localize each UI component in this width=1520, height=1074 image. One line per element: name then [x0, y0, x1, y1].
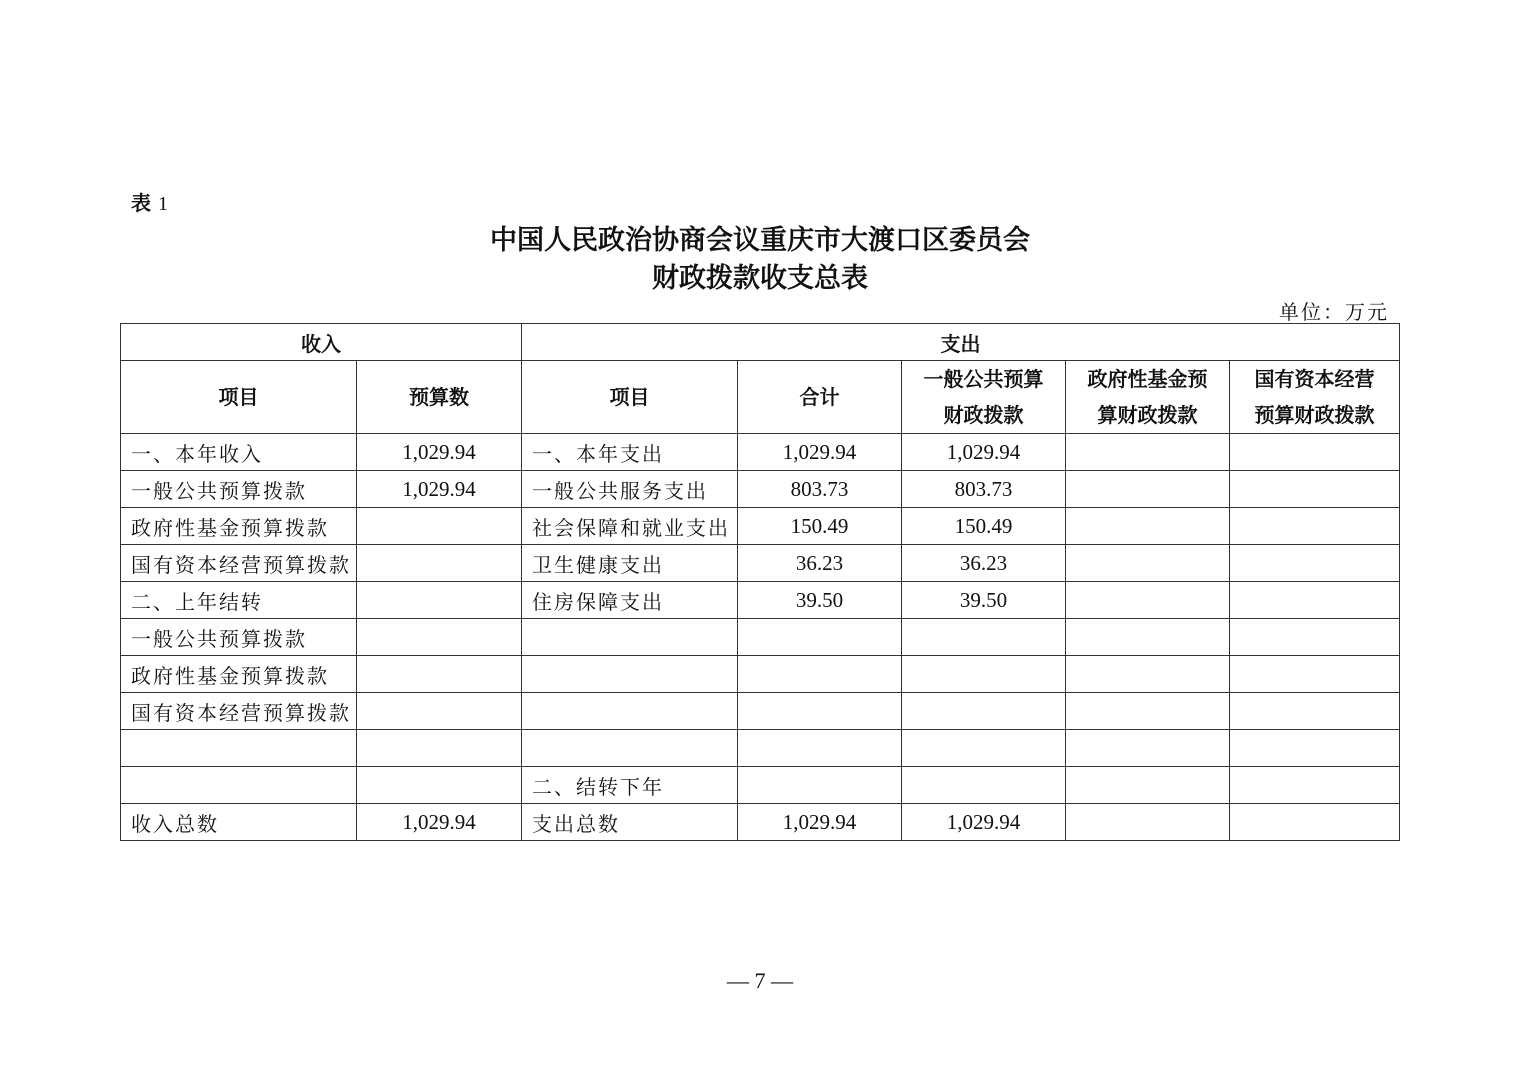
income-item-header: 项目: [121, 361, 357, 434]
state-capital-cell: [1230, 582, 1400, 619]
state-capital-cell: [1230, 434, 1400, 471]
general-public-cell: [902, 619, 1066, 656]
expense-group-header: 支出: [522, 324, 1400, 361]
state-capital-header: [1230, 361, 1400, 434]
income-item-cell: 政府性基金预算拨款: [121, 656, 357, 693]
gov-fund-cell: [1066, 619, 1230, 656]
table-row: [121, 508, 1400, 545]
total-cell: 150.49: [738, 508, 902, 545]
state-capital-cell: [1230, 545, 1400, 582]
expense-item-cell: [522, 693, 738, 730]
column-header-row: [121, 361, 1400, 434]
gov-fund-header-line2: 算财政拨款: [1097, 403, 1198, 427]
income-budget-cell: 1,029.94: [357, 471, 522, 508]
gov-fund-cell: [1066, 767, 1230, 804]
gov-fund-cell: [1066, 693, 1230, 730]
gov-fund-cell: [1066, 730, 1230, 767]
state-capital-header-line2: 预算财政拨款: [1254, 403, 1375, 427]
table-label-prefix: 表: [131, 191, 151, 215]
general-public-cell: 39.50: [902, 582, 1066, 619]
gov-fund-header: [1066, 361, 1230, 434]
gov-fund-cell: [1066, 582, 1230, 619]
expense-item-cell: [522, 656, 738, 693]
page-subtitle: 财政拨款收支总表: [652, 263, 868, 294]
total-cell: 36.23: [738, 545, 902, 582]
income-item-cell: 一般公共预算拨款: [121, 471, 357, 508]
general-public-cell: 36.23: [902, 545, 1066, 582]
table-row: [121, 545, 1400, 582]
gov-fund-cell: [1066, 804, 1230, 841]
income-budget-cell: 1,029.94: [357, 434, 522, 471]
income-item-cell: 一、本年收入: [121, 434, 357, 471]
table-label: [131, 187, 168, 216]
general-public-cell: 150.49: [902, 508, 1066, 545]
income-group-header: 收入: [121, 324, 522, 361]
gov-fund-cell: [1066, 434, 1230, 471]
table-row: [121, 434, 1400, 471]
income-item-cell: 一般公共预算拨款: [121, 619, 357, 656]
income-budget-cell: [357, 545, 522, 582]
table-row: [121, 471, 1400, 508]
total-cell: [738, 730, 902, 767]
general-public-cell: [902, 693, 1066, 730]
table-label-number: 1: [157, 193, 168, 215]
table-body: [121, 434, 1400, 841]
state-capital-cell: [1230, 804, 1400, 841]
income-budget-cell: [357, 693, 522, 730]
total-header: 合计: [738, 361, 902, 434]
total-cell: [738, 767, 902, 804]
income-budget-cell: [357, 619, 522, 656]
total-cell: 1,029.94: [738, 434, 902, 471]
expense-item-cell: [522, 730, 738, 767]
expense-item-cell: 二、结转下年: [522, 767, 738, 804]
income-budget-cell: [357, 582, 522, 619]
general-public-cell: 1,029.94: [902, 804, 1066, 841]
table-row: [121, 730, 1400, 767]
total-cell: 39.50: [738, 582, 902, 619]
unit-label: 单位：万元: [1279, 300, 1389, 324]
expense-item-cell: 住房保障支出: [522, 582, 738, 619]
state-capital-cell: [1230, 471, 1400, 508]
income-item-cell: [121, 730, 357, 767]
gov-fund-cell: [1066, 471, 1230, 508]
income-item-cell: 二、上年结转: [121, 582, 357, 619]
income-budget-cell: [357, 730, 522, 767]
table-row: [121, 656, 1400, 693]
income-budget-header: 预算数: [357, 361, 522, 434]
general-public-cell: [902, 656, 1066, 693]
expense-item-cell: 支出总数: [522, 804, 738, 841]
gov-fund-header-line1: 政府性基金预: [1087, 367, 1208, 391]
state-capital-cell: [1230, 730, 1400, 767]
general-public-cell: [902, 730, 1066, 767]
income-item-cell: 国有资本经营预算拨款: [121, 545, 357, 582]
state-capital-cell: [1230, 767, 1400, 804]
general-public-header: [902, 361, 1066, 434]
budget-table: [120, 323, 1400, 841]
total-cell: 1,029.94: [738, 804, 902, 841]
general-public-cell: 803.73: [902, 471, 1066, 508]
income-item-cell: 收入总数: [121, 804, 357, 841]
total-cell: [738, 619, 902, 656]
state-capital-header-line1: 国有资本经营: [1254, 367, 1375, 391]
table-row: [121, 767, 1400, 804]
gov-fund-cell: [1066, 545, 1230, 582]
income-item-cell: 政府性基金预算拨款: [121, 508, 357, 545]
general-public-header-line1: 一般公共预算: [923, 367, 1044, 391]
expense-item-cell: 卫生健康支出: [522, 545, 738, 582]
income-budget-cell: 1,029.94: [357, 804, 522, 841]
income-budget-cell: [357, 656, 522, 693]
general-public-cell: 1,029.94: [902, 434, 1066, 471]
group-header-row: [121, 324, 1400, 361]
table-row: [121, 693, 1400, 730]
page-number: — 7 —: [727, 968, 793, 993]
expense-item-cell: 一般公共服务支出: [522, 471, 738, 508]
income-item-cell: 国有资本经营预算拨款: [121, 693, 357, 730]
page-title: 中国人民政治协商会议重庆市大渡口区委员会: [490, 225, 1030, 256]
state-capital-cell: [1230, 508, 1400, 545]
total-cell: [738, 693, 902, 730]
income-budget-cell: [357, 767, 522, 804]
expense-item-cell: [522, 619, 738, 656]
table-row: [121, 619, 1400, 656]
total-cell: 803.73: [738, 471, 902, 508]
expense-item-cell: 社会保障和就业支出: [522, 508, 738, 545]
income-item-cell: [121, 767, 357, 804]
general-public-header-line2: 财政拨款: [943, 403, 1024, 427]
gov-fund-cell: [1066, 656, 1230, 693]
state-capital-cell: [1230, 693, 1400, 730]
total-cell: [738, 656, 902, 693]
expense-item-header: 项目: [522, 361, 738, 434]
expense-item-cell: 一、本年支出: [522, 434, 738, 471]
income-budget-cell: [357, 508, 522, 545]
table-row: [121, 582, 1400, 619]
general-public-cell: [902, 767, 1066, 804]
state-capital-cell: [1230, 656, 1400, 693]
state-capital-cell: [1230, 619, 1400, 656]
gov-fund-cell: [1066, 508, 1230, 545]
table-row: [121, 804, 1400, 841]
